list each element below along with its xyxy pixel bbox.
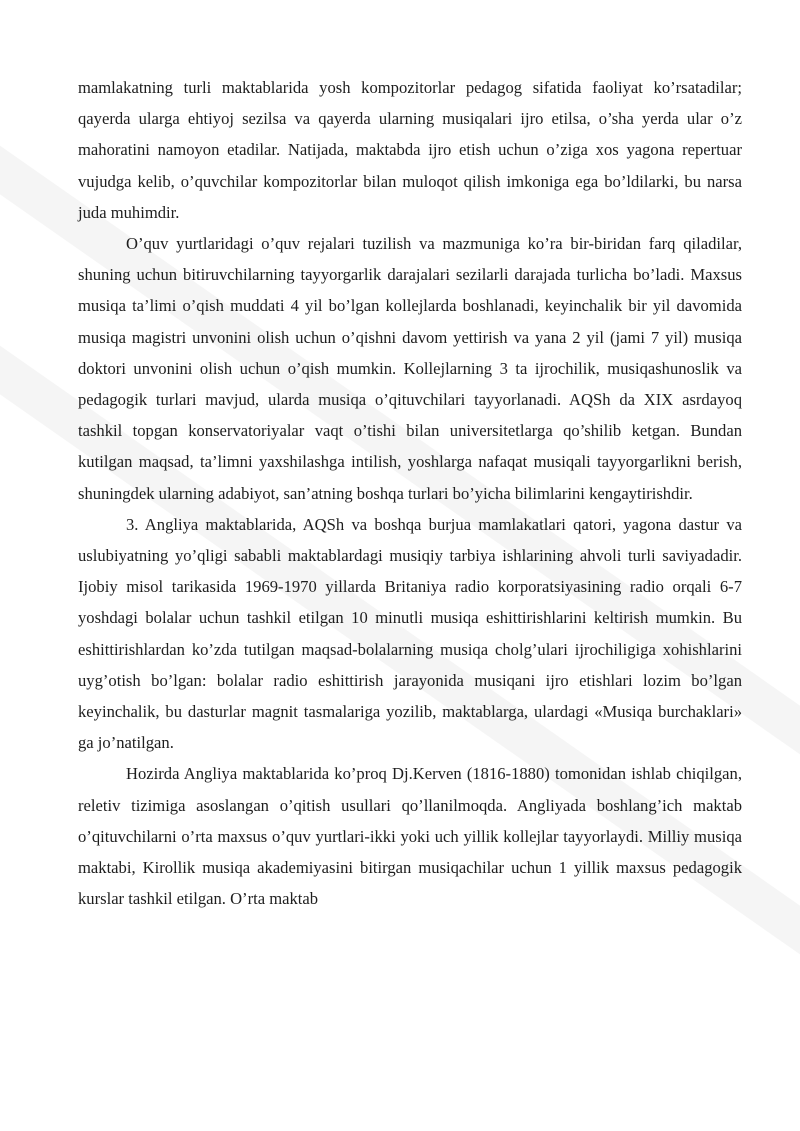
paragraph-3: 3. Angliya maktablarida, AQSh va boshqa burjua mamlakatlari qatori, yagona dastur va uslubiyatning yo’qligi sababli maktablardagi musiqiy tarbiya ishlarining ahvoli turli saviyadadir. Ijobiy misol tarikasida 1969-1970 yillarda Britaniya radio korporatsiyasining radio orqali 6-7 yoshdagi bolalar uchun tashkil etilgan 10 minutli musiqa eshittirishlarini keltirish mumkin. Bu eshittirishlardan ko’zda tutilgan maqsad-bolalarning musiqa cholg’ulari ijrochiligiga xohishlarini uyg’otish bo’lgan: bolalar radio eshittirish jarayonida musiqani ijro etishlari lozim bo’lgan keyinchalik, bu dasturlar magnit tasmalariga yozilib, maktablarga, ulardagi «Musiqa burchaklari» ga jo’natilgan. [78,514,742,753]
document-page [78,72,742,914]
paragraph-2: O’quv yurtlaridagi o’quv rejalari tuzilish va mazmuniga ko’ra bir-biridan farq qiladilar, shuning uchun bitiruvchilarning tayyorgarlik darajalari sezilarli darajada turlicha bo’ladi. Maxsus musiqa ta’limi o’qish muddati 4 yil bo’lgan kollejlarda boshlanadi, keyinchalik bir yil davomida musiqa magistri unvonini olish uchun o’qishni davom yettirish va yana 2 yil (jami 7 yil) musiqa doktori unvonini olish uchun o’qish mumkin. Kollejlarning 3 ta ijrochilik, musiqashunoslik va pedagogik turlari mavjud, ularda musiqa o’qituvchilari tayyorlanadi. AQSh da XIX asrdayoq tashkil topgan konservatoriyalar vaqt o’tishi bilan universitetlarga qo’shilib ketgan. Bundan kutilgan maqsad, ta’limni yaxshilashga intilish, yoshlarga nafaqat musiqali tayyorgarlikni berish, shuningdek ularning adabiyot, san’atning boshqa turlari bo’yicha bilimlarini kengaytirishdir. [78,234,742,503]
paragraph-1: mamlakatning turli maktablarida yosh kompozitorlar pedagog sifatida faoliyat ko’rsatadilar; qayerda ularga ehtiyoj sezilsa va qayerda ularning musiqalari ijro etilsa, o’sha yerda ular o’z mahoratini namoyon etadilar. Natijada, maktabda ijro etish uchun o’ziga xos yagona repertuar vujudga kelib, o’quvchilar kompozitorlar bilan muloqot qilish imkoniga ega bo’ldilarki, bu narsa juda muhimdir. [78,78,742,222]
paragraph-4: Hozirda Angliya maktablarida ko’proq Dj.Kerven (1816-1880) tomonidan ishlab chiqilgan, reletiv tizimiga asoslangan o’qitish usullari qo’llanilmoqda. Angliyada boshlang’ich maktab o’qituvchilarni o’rta maxsus o’quv yurtlari-ikki yoki uch yillik kollejlar tayyorlaydi. Milliy musiqa maktabi, Kirollik musiqa akademiyasini bitirgan musiqachilar uchun 1 yillik maxsus pedagogik kurslar tashkil etilgan. O’rta maktab [78,764,742,909]
